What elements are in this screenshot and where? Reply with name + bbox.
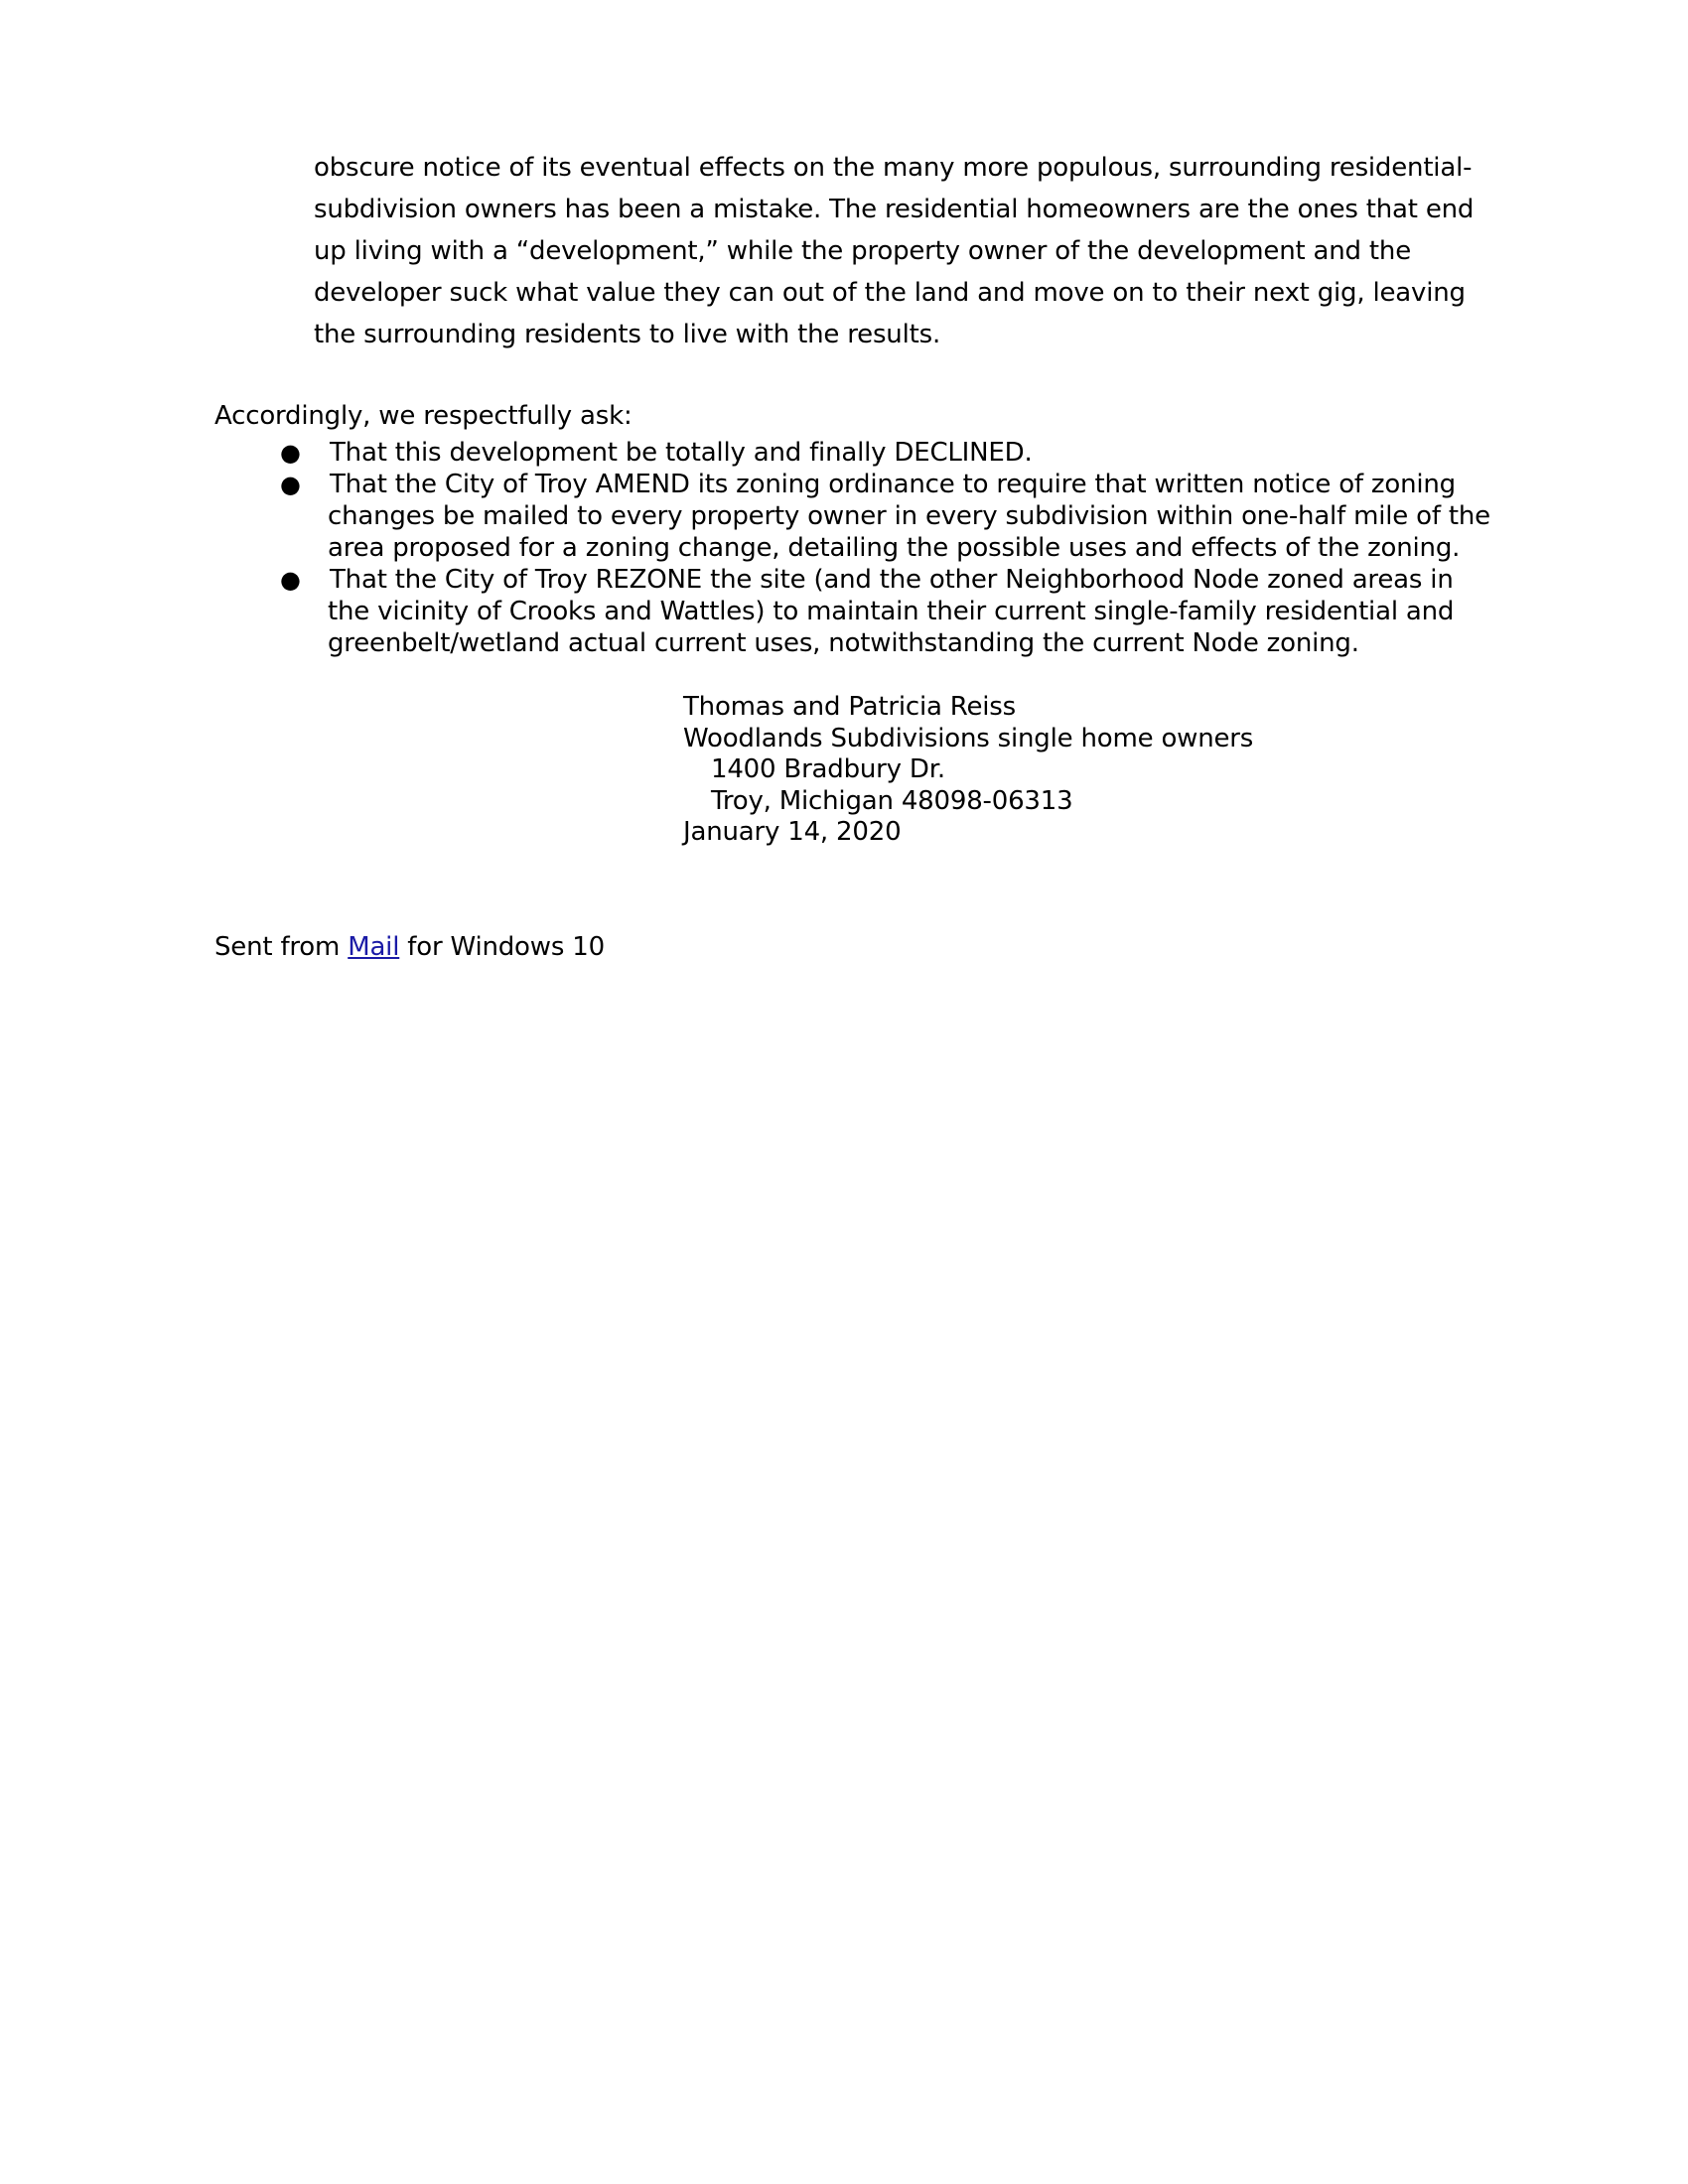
mail-link[interactable]: Mail	[348, 932, 400, 962]
signature-names: Thomas and Patricia Reiss	[683, 692, 1016, 722]
request-line: the vicinity of Crooks and Wattles) to maintain their current single-family residential and	[328, 597, 1455, 626]
request-item-decline	[214, 437, 1505, 469]
signature-street: 1400 Bradbury Dr.	[711, 754, 945, 784]
paragraph-line: obscure notice of its eventual effects on the many more populous, surrounding residential-	[314, 153, 1473, 183]
request-line: greenbelt/wetland actual current uses, notwithstanding the current Node zoning.	[328, 628, 1359, 658]
request-item-rezone	[214, 564, 1505, 659]
paragraph-line: subdivision owners has been a mistake. The residential homeowners are the ones that end	[314, 195, 1475, 224]
signature-city-state-zip: Troy, Michigan 48098-06313	[711, 785, 1073, 816]
signature-date: January 14, 2020	[683, 817, 902, 847]
request-line: That this development be totally and finally DECLINED.	[330, 438, 1033, 468]
paragraph-line: the surrounding residents to live with the results.	[314, 320, 941, 349]
request-line: area proposed for a zoning change, detailing the possible uses and effects of the zoning.	[328, 533, 1461, 563]
signature-affiliation: Woodlands Subdivisions single home owners	[683, 723, 1254, 753]
bullet-icon: ●	[280, 566, 301, 594]
paragraph-line: developer suck what value they can out of the land and move on to their next gig, leaving	[314, 278, 1466, 308]
request-list	[214, 437, 1505, 659]
request-line: changes be mailed to every property owner in every subdivision within one-half mile of the	[328, 501, 1490, 531]
footer-prefix: Sent from	[214, 932, 349, 962]
mail-footer	[214, 931, 605, 963]
bullet-icon: ●	[280, 471, 301, 498]
footer-suffix: for Windows 10	[399, 932, 605, 962]
bullet-icon: ●	[280, 439, 301, 467]
signature-block	[683, 692, 1253, 849]
paragraph-line: up living with a “development,” while the property owner of the development and the	[314, 236, 1411, 266]
request-line: That the City of Troy REZONE the site (and the other Neighborhood Node zoned areas in	[330, 565, 1454, 595]
request-line: That the City of Troy AMEND its zoning ordinance to require that written notice of zoning	[330, 470, 1456, 499]
continued-paragraph	[314, 147, 1475, 355]
request-item-amend	[214, 469, 1505, 564]
request-intro: Accordingly, we respectfully ask:	[214, 401, 633, 431]
